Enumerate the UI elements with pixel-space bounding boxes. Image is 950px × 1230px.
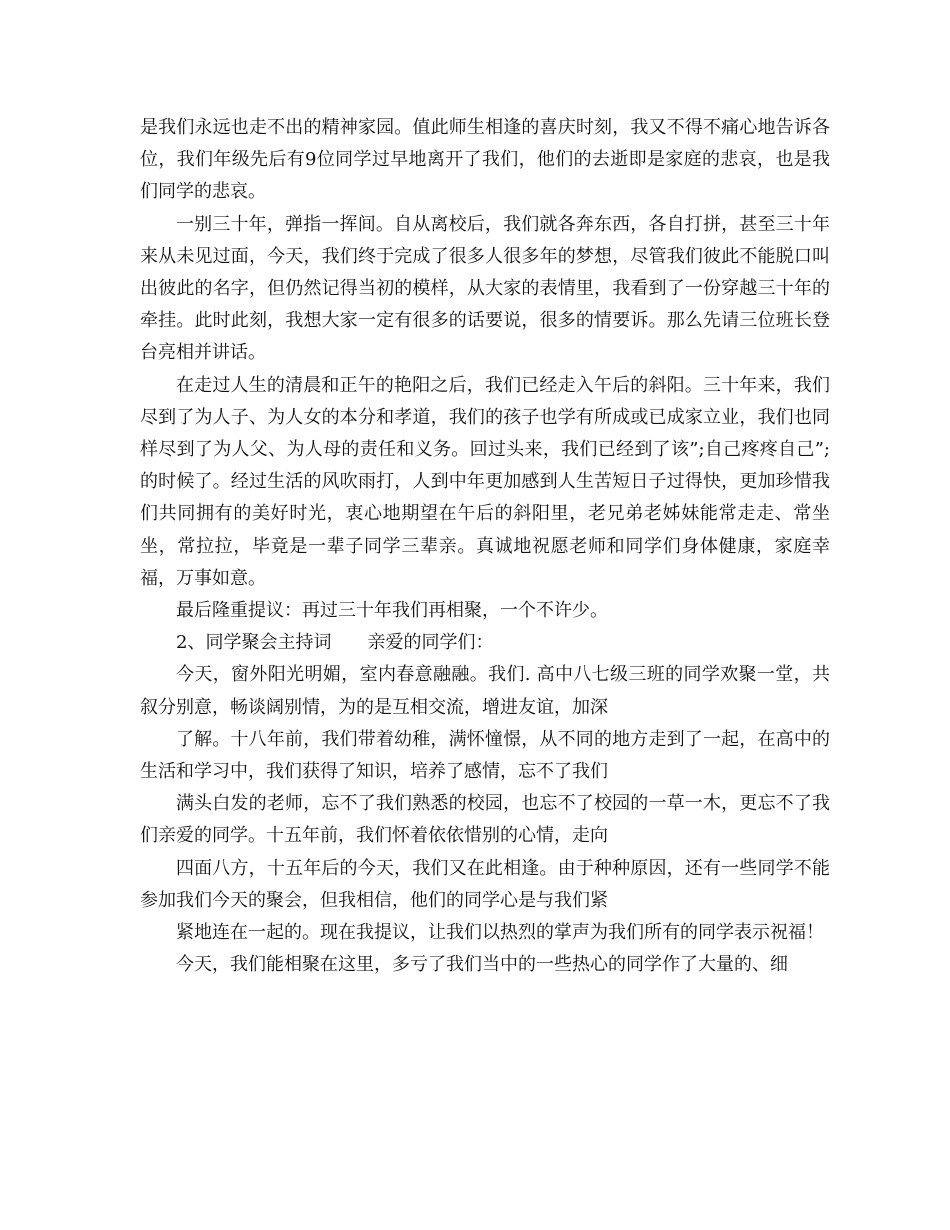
paragraph-4: 最后隆重提议：再过三十年我们再相聚，一个不许少。 (176, 600, 608, 622)
paragraph-3: 在走过人生的清晨和正午的艳阳之后，我们已经走入午后的斜阳。三十年来，我们尽到了为人子、为人女的本分和孝道，我们的孩子也学有所成或已成家立业，我们也同样尽到了为人父、为人母的责任和义务。回过头来，我们已经到了该”;自己疼疼自己”;的时候了。经过生活的风吹雨打，人到中年更加感到人生苦短日子过得快，更加珍惜我们共同拥有的美好时光，衷心地期望在午后的斜阳里，老兄弟老姊妹能常走走、常坐坐，常拉拉，毕竟是一辈子同学三辈亲。真诚地祝愿老师和同学们身体健康，家庭幸福，万事如意。 (140, 374, 830, 589)
paragraph-7: 了解。十八年前，我们带着幼稚，满怀憧憬，从不同的地方走到了一起，在高中的生活和学习中，我们获得了知识，培养了感情，忘不了我们 (140, 728, 830, 783)
section-heading-2: 2、同学聚会主持词 亲爱的同学们： (176, 632, 494, 654)
paragraph-6: 今天，窗外阳光明媚，室内春意融融。我们. 高中八七级三班的同学欢聚一堂，共叙分别意，畅谈阔别情，为的是互相交流，增进友谊，加深 (140, 664, 830, 718)
paragraph-11: 今天，我们能相聚在这里，多亏了我们当中的一些热心的同学作了大量的、细 (176, 954, 788, 976)
document-body (140, 112, 830, 981)
paragraph-1: 是我们永远也走不出的精神家园。值此师生相逢的喜庆时刻，我又不得不痛心地告诉各位，我们年级先后有9位同学过早地离开了我们，他们的去逝即是家庭的悲哀，也是我们同学的悲哀。 (140, 117, 830, 203)
paragraph-10: 紧地连在一起的。现在我提议，让我们以热烈的掌声为我们所有的同学表示祝福！ (176, 922, 824, 944)
paragraph-8: 满头白发的老师，忘不了我们熟悉的校园，也忘不了校园的一草一木，更忘不了我们亲爱的同学。十五年前，我们怀着依依惜别的心情，走向 (140, 793, 830, 847)
paragraph-9: 四面八方，十五年后的今天，我们又在此相逢。由于种种原因，还有一些同学不能参加我们今天的聚会，但我相信，他们的同学心是与我们紧 (140, 857, 830, 911)
paragraph-2: 一别三十年，弹指一挥间。自从离校后，我们就各奔东西，各自打拼，甚至三十年来从未见过面，今天，我们终于完成了很多人很多年的梦想，尽管我们彼此不能脱口叫出彼此的名字，但仍然记得当初的模样，从大家的表情里，我看到了一份穿越三十年的牵挂。此时此刻，我想大家一定有很多的话要说，很多的情要诉。那么先请三位班长登台亮相并讲话。 (140, 213, 830, 364)
